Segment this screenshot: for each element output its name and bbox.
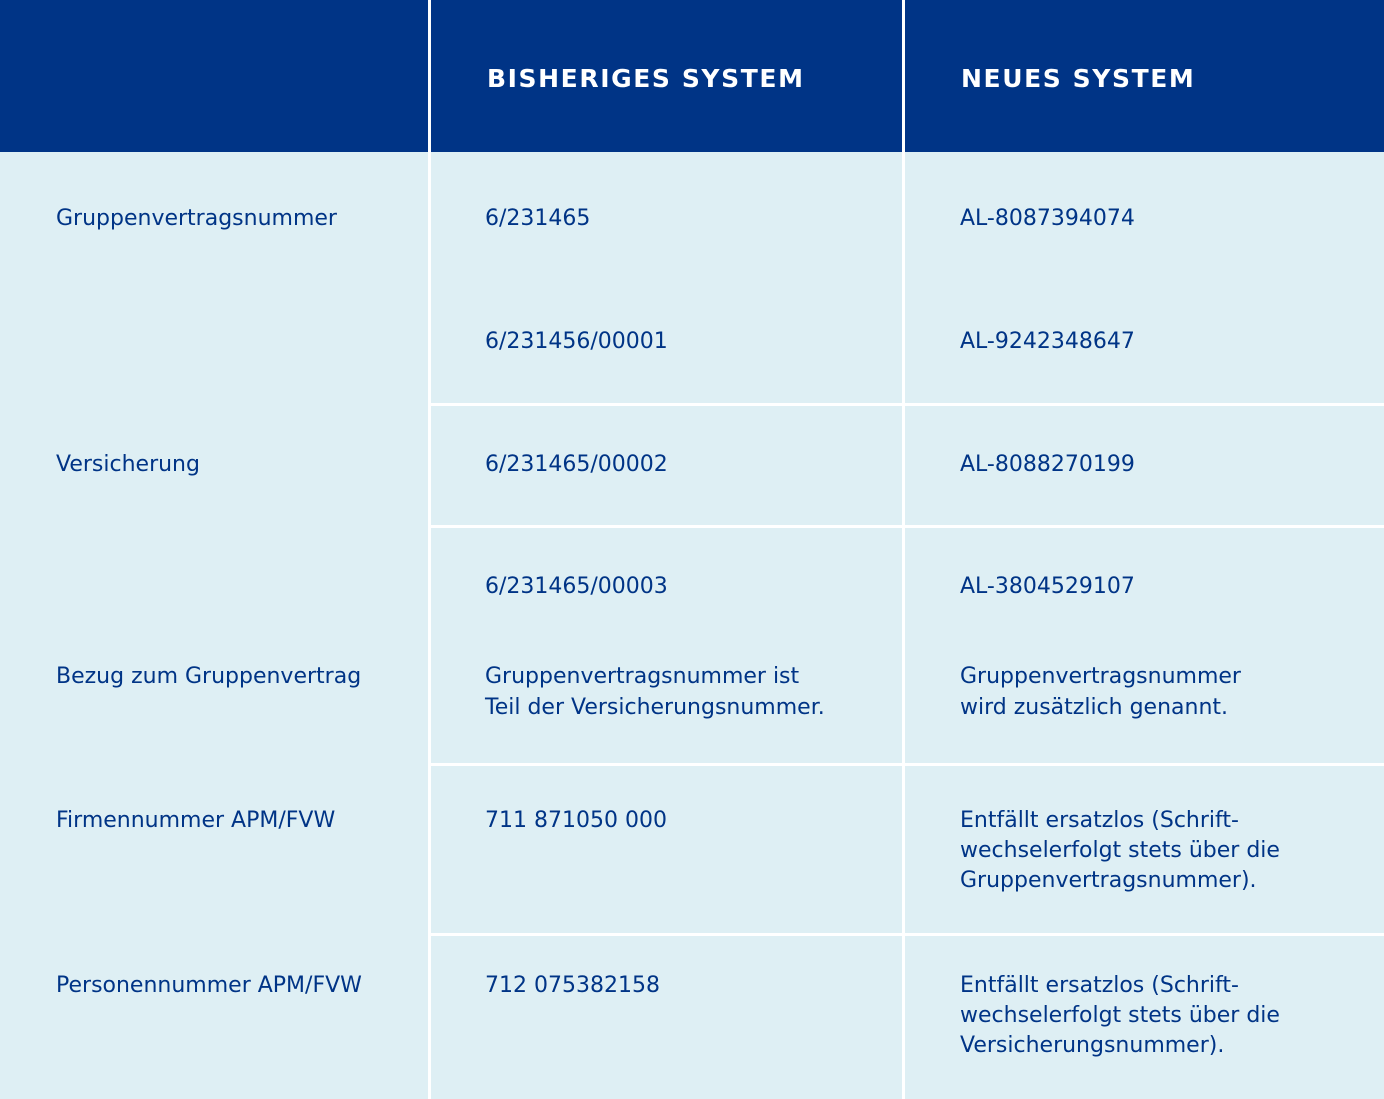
new-value-firmennummer-line-1: Entfällt ersatzlos (Schrift- (960, 808, 1239, 833)
old-value-gruppenvertrag: 6/231465 (485, 206, 591, 231)
header-cell-empty (0, 0, 428, 152)
new-value-personennummer-line-3: Versicherungsnummer). (960, 1033, 1225, 1058)
old-value-versicherung-1: 6/231456/00001 (485, 329, 668, 354)
old-value-firmennummer: 711 871050 000 (485, 808, 667, 833)
label-column (0, 152, 428, 1099)
new-value-bezug-line-1: Gruppenvertragsnummer (960, 664, 1241, 689)
new-value-bezug-line-2: wird zusätzlich genannt. (960, 695, 1229, 720)
new-cell-vers-3-bezug (905, 528, 1384, 763)
old-cell-firma (431, 766, 902, 933)
old-value-bezug-line-2: Teil der Versicherungsnummer. (485, 695, 825, 720)
row-label-gruppenvertragsnummer: Gruppenvertragsnummer (56, 206, 337, 231)
header-new-system: NEUES SYSTEM (961, 64, 1196, 93)
new-value-firmennummer-line-2: wechselerfolgt stets über die (960, 838, 1280, 863)
old-cell-vers-3-bezug (431, 528, 902, 763)
old-cell-gruppe (431, 152, 902, 403)
old-value-versicherung-2: 6/231465/00002 (485, 452, 668, 477)
old-value-versicherung-3: 6/231465/00003 (485, 574, 668, 599)
new-value-versicherung-2: AL-8088270199 (960, 452, 1135, 477)
old-value-bezug-line-1: Gruppenvertragsnummer ist (485, 664, 800, 689)
new-value-versicherung-3: AL-3804529107 (960, 574, 1135, 599)
old-cell-person (431, 936, 902, 1099)
new-cell-gruppe (905, 152, 1384, 403)
header-old-system: BISHERIGES SYSTEM (487, 64, 805, 93)
row-label-personennummer: Personennummer APM/FVW (56, 973, 362, 998)
new-value-gruppenvertrag: AL-8087394074 (960, 206, 1135, 231)
old-value-personennummer: 712 075382158 (485, 973, 660, 998)
header-cell-new-system (905, 0, 1384, 152)
row-label-bezug: Bezug zum Gruppenvertrag (56, 664, 362, 689)
new-value-firmennummer-line-3: Gruppenvertragsnummer). (960, 868, 1257, 893)
row-label-versicherung: Versicherung (56, 452, 200, 477)
new-value-personennummer-line-1: Entfällt ersatzlos (Schrift- (960, 973, 1239, 998)
new-value-versicherung-1: AL-9242348647 (960, 329, 1135, 354)
row-label-firmennummer: Firmennummer APM/FVW (56, 808, 336, 833)
header-cell-old-system (431, 0, 902, 152)
new-value-personennummer-line-2: wechselerfolgt stets über die (960, 1003, 1280, 1028)
